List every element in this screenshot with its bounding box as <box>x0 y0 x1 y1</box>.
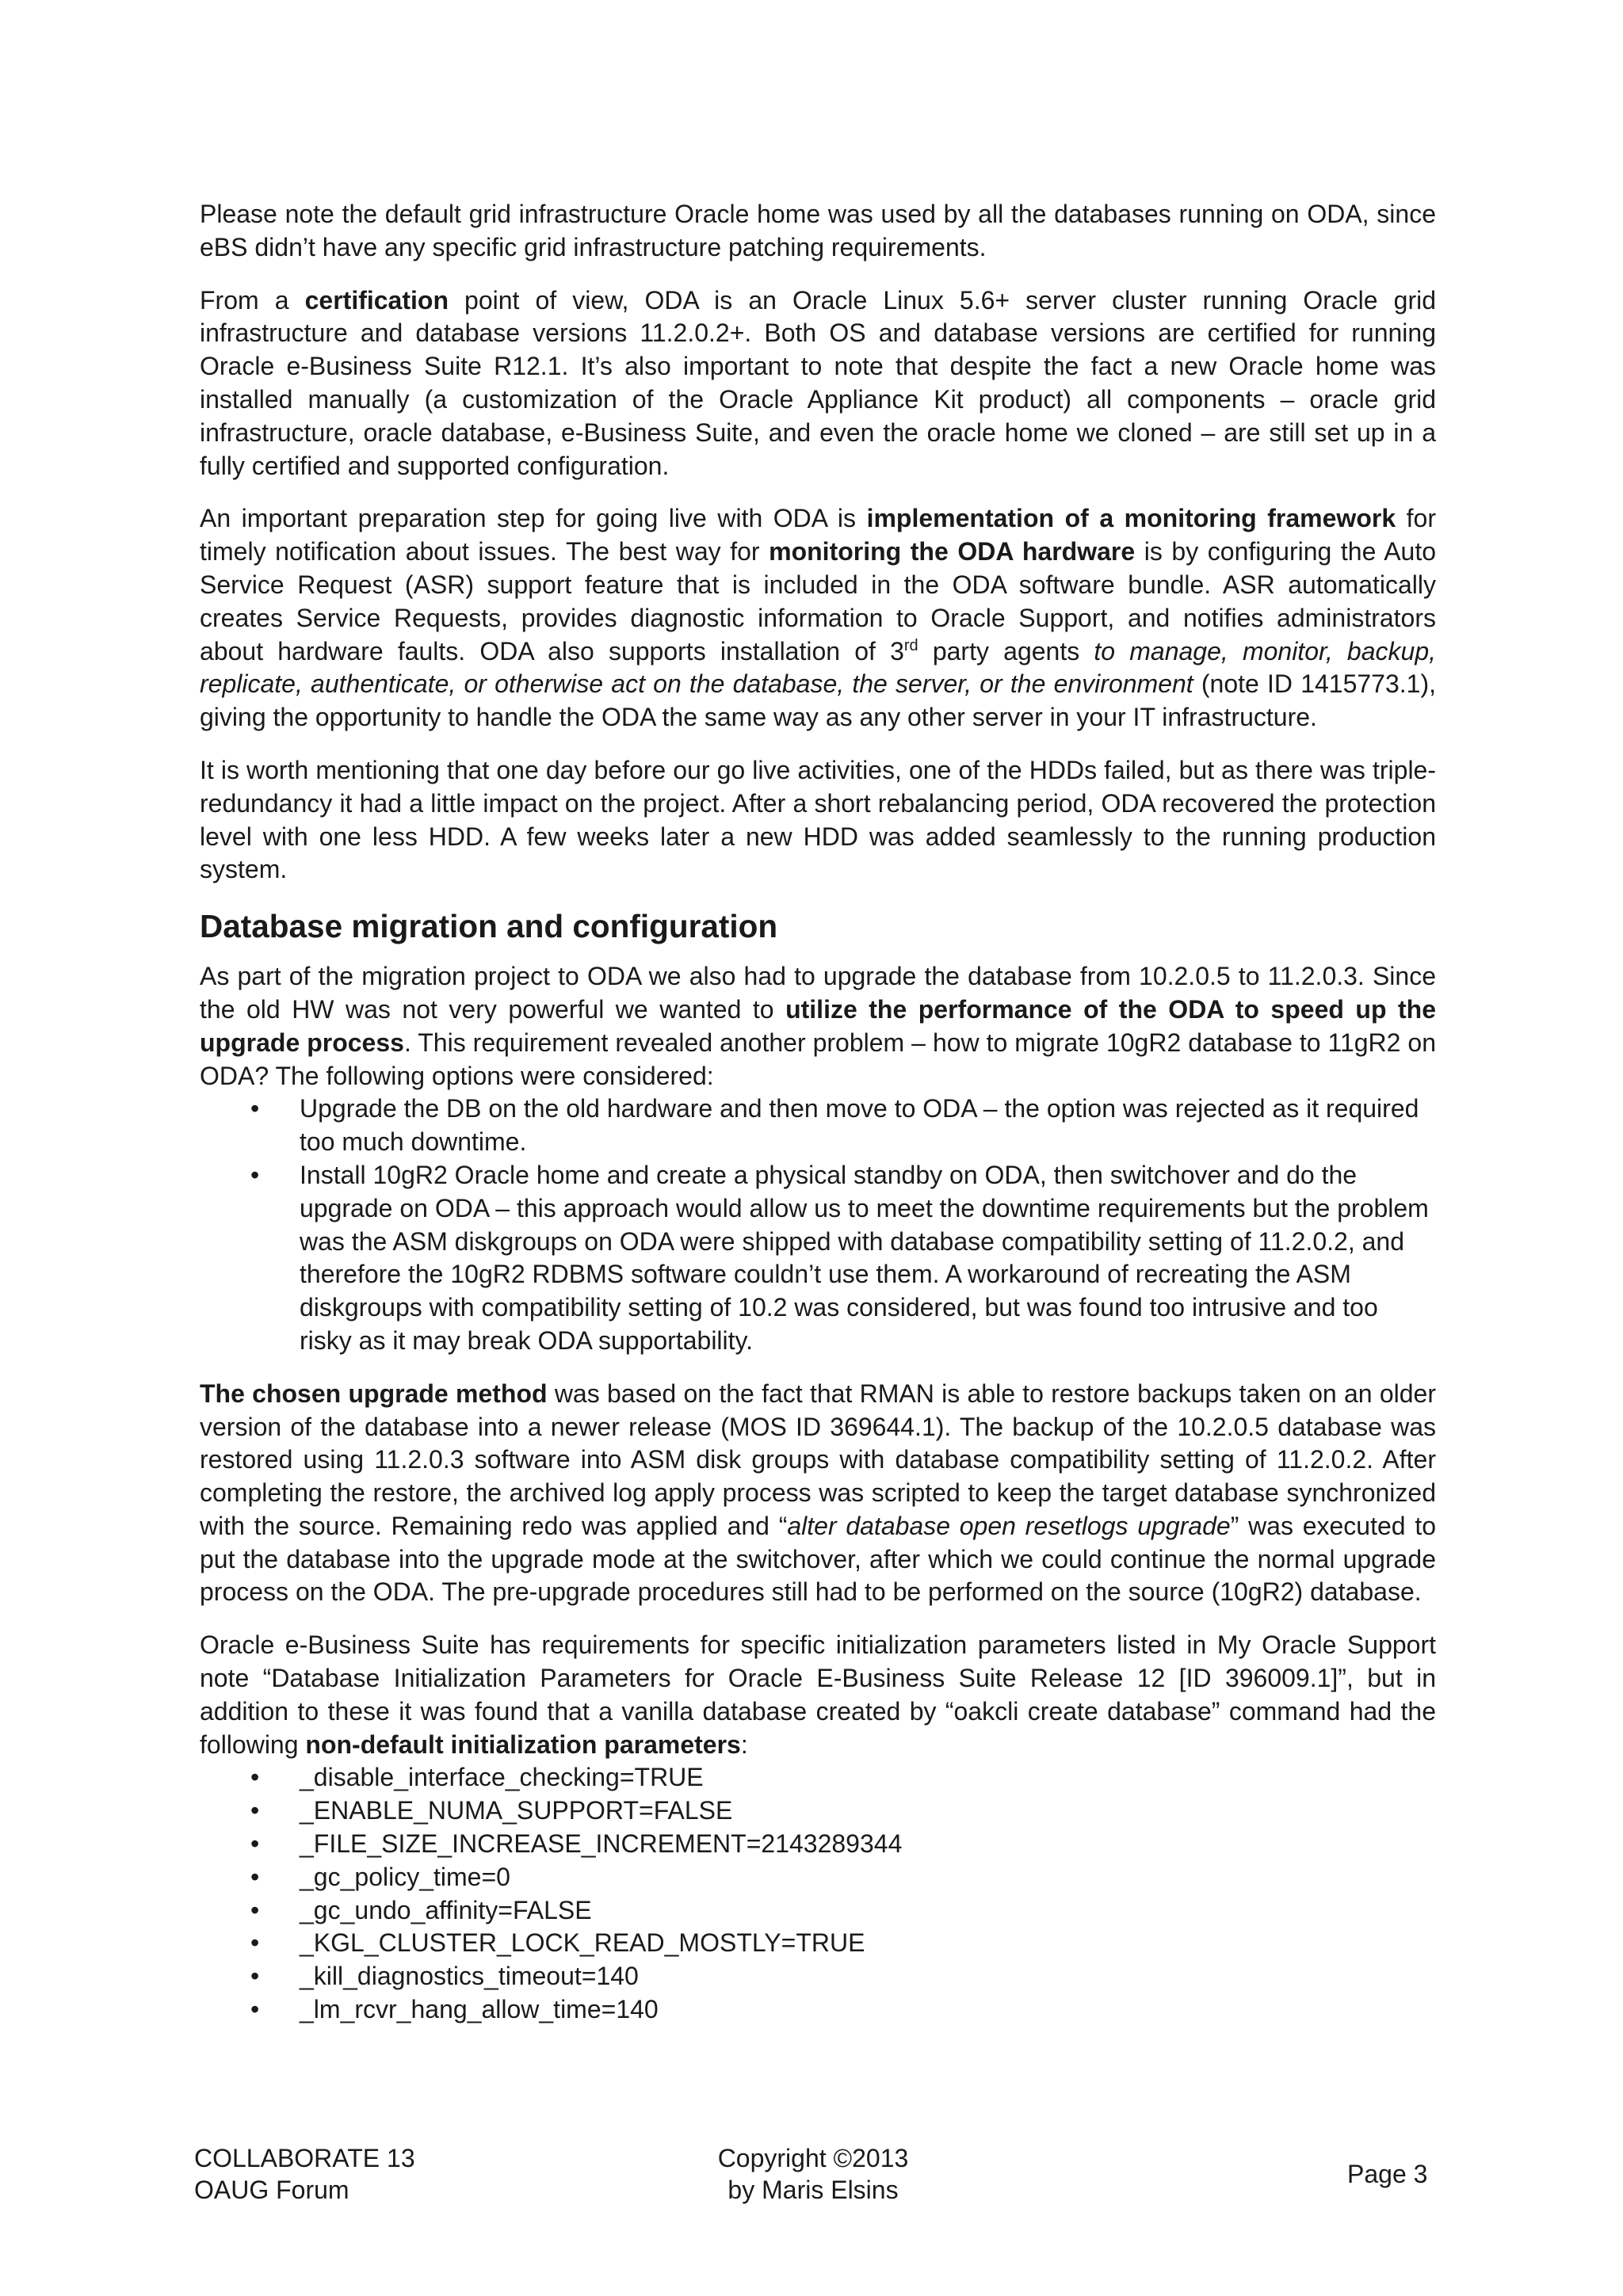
paragraph-init-params <box>200 1629 1436 1761</box>
paragraph-migration <box>200 960 1436 1093</box>
bullet-icon: • <box>250 1928 260 1958</box>
bold-non-default-params: non-default initialization parameters <box>305 1730 741 1759</box>
superscript-rd: rd <box>903 636 918 654</box>
list-item-text: _KGL_CLUSTER_LOCK_READ_MOSTLY=TRUE <box>300 1928 865 1958</box>
text: ” was executed to put the database into the upgrade mode at the switchover, after which we could continue the normal upgrade process on the ODA. The pre-upgrade procedures still had to be performed on the source (10gR2) database. <box>200 1511 1437 1607</box>
bullet-icon: • <box>250 1995 260 2024</box>
paragraph-grid-home: Please note the default grid infrastructure Oracle home was used by all the databases running on ODA, since eBS didn’t have any specific grid infrastructure patching requirements. <box>200 200 1436 261</box>
paragraph-hdd-failure: It is worth mentioning that one day before our go live activities, one of the HDDs failed, but as there was triple-redundancy it had a little impact on the project. After a short rebalancing period, ODA recovered the protection level with one less HDD. A few weeks later a new HDD was added seamlessly to the running production system. <box>200 755 1436 884</box>
list-item <box>200 1093 1436 1159</box>
list-item <box>200 1828 1436 1861</box>
text: for timely notification about issues. The best way for <box>200 504 1437 566</box>
bullet-icon: • <box>250 1796 260 1825</box>
bold-certification: certification <box>304 285 449 315</box>
footer-author-line: by Maris Elsins <box>727 2176 899 2204</box>
bullet-icon: • <box>250 1895 260 1924</box>
params-list <box>200 1761 1436 2026</box>
bullet-icon: • <box>250 1829 260 1859</box>
list-item-text: Install 10gR2 Oracle home and create a physical standby on ODA, then switchover and do the upgrade on ODA – this approach would allow us to meet the downtime requirements but the problem was the ASM diskgroups on ODA were shipped with database compatibility setting of 11.2.0.2, and therefore the 10gR2 RDBMS software couldn’t use them. A workaround of recreating the ASM diskgroups with compatibility setting of 10.2 was considered, but was found too intrusive and too risky as it may break ODA supportability. <box>300 1160 1429 1355</box>
list-item <box>200 1993 1436 2027</box>
list-item-text: _kill_diagnostics_timeout=140 <box>300 1962 639 1991</box>
section-heading: Database migration and configuration <box>200 908 778 945</box>
list-item <box>200 1927 1436 1960</box>
footer-conference-name: COLLABORATE 13 <box>194 2144 415 2172</box>
bullet-icon: • <box>250 1862 260 1891</box>
paragraph-upgrade-method <box>200 1378 1436 1610</box>
list-item-text: _gc_undo_affinity=FALSE <box>300 1895 592 1924</box>
paragraph-monitoring <box>200 502 1436 734</box>
text: was based on the fact that RMAN is able to restore backups taken on an older version of the database into a newer release (MOS ID 369644.1). The backup of the 10.2.0.5 database was restored using 11.2.0.3 software into ASM disk groups with database compatibility setting of 11.2.0.2. After completing the restore, the archived log apply process was scripted to keep the target database synchronized with the source. Remaining redo was applied and “ <box>200 1379 1437 1540</box>
paragraph-certification <box>200 284 1436 483</box>
text: party agents <box>918 636 1094 666</box>
footer-copyright-line: Copyright ©2013 <box>717 2144 909 2172</box>
text: An important preparation step for going live with ODA is <box>200 504 867 533</box>
text: Oracle e-Business Suite has requirements for specific initialization parameters listed in My Oracle Support note “Database Initialization Parameters for Oracle E-Business Suite Release 12 [ID 396009.1]”, but in addition to these it was found that a vanilla database created by “oakcli create database” command had the following <box>200 1630 1436 1759</box>
footer-forum-name: OAUG Forum <box>194 2176 349 2204</box>
list-item-text: _FILE_SIZE_INCREASE_INCREMENT=2143289344 <box>300 1829 903 1859</box>
footer-conference <box>194 2142 415 2206</box>
list-item-text: _gc_policy_time=0 <box>300 1862 510 1891</box>
list-item-text: Upgrade the DB on the old hardware and then move to ODA – the option was rejected as it required too much downtime. <box>300 1094 1419 1157</box>
text: point of view, ODA is an Oracle Linux 5.6+ server cluster running Oracle grid infrastructure and database versions 11.2.0.2+. Both OS and database versions are certified for running Oracle e-Business Suite R12.1. It’s also important to note that despite the fact a new Oracle home was installed manually (a customization of the Oracle Appliance Kit product) all components – oracle grid infrastructure, oracle database, e-Business Suite, and even the oracle home we cloned – are still set up in a fully certified and supported configuration. <box>200 285 1437 480</box>
bold-utilize-performance: utilize the performance of the ODA to speed up the upgrade process <box>200 994 1436 1057</box>
page-number <box>1347 2158 1427 2190</box>
footer-copyright <box>710 2142 916 2206</box>
bullet-icon: • <box>250 1094 260 1123</box>
list-item <box>200 1159 1436 1358</box>
bullet-icon: • <box>250 1160 260 1189</box>
list-item <box>200 1960 1436 1993</box>
bullet-icon: • <box>250 1763 260 1792</box>
list-item-text: _ENABLE_NUMA_SUPPORT=FALSE <box>300 1796 733 1825</box>
list-item <box>200 1861 1436 1894</box>
text: : <box>740 1730 748 1759</box>
text: is by configuring the Auto Service Request (ASR) support feature that is included in the ODA software bundle. ASR automatically creates Service Requests, provides diagnostic information to Oracle Support, and notifies administrators about hardware faults. ODA also supports installation of 3 <box>200 537 1437 666</box>
list-item-text: _disable_interface_checking=TRUE <box>300 1763 704 1792</box>
bold-chosen-method: The chosen upgrade method <box>200 1379 548 1408</box>
bold-monitoring-framework: implementation of a monitoring framework <box>866 504 1396 533</box>
page-content <box>200 198 1436 2046</box>
page-number-text: Page 3 <box>1347 2160 1428 2188</box>
bullet-icon: • <box>250 1962 260 1991</box>
text: (note ID 1415773.1), giving the opportunity to handle the ODA the same way as any other server in your IT infrastructure. <box>200 669 1437 732</box>
list-item <box>200 1761 1436 1794</box>
list-item-text: _lm_rcvr_hang_allow_time=140 <box>300 1995 659 2024</box>
bold-monitoring-hardware: monitoring the ODA hardware <box>769 537 1136 566</box>
text: As part of the migration project to ODA we also had to upgrade the database from 10.2.0.5 to 11.2.0.3. Since the old HW was not very powerful we wanted to <box>200 962 1436 1024</box>
text: . This requirement revealed another problem – how to migrate 10gR2 database to 11gR2 on ODA? The following options were considered: <box>200 1028 1437 1090</box>
italic-command: alter database open resetlogs upgrade <box>787 1511 1231 1540</box>
options-list <box>200 1093 1436 1357</box>
list-item <box>200 1794 1436 1828</box>
list-item <box>200 1894 1436 1928</box>
italic-quote: to manage, monitor, backup, replicate, authenticate, or otherwise act on the database, the server, or the environment <box>200 636 1437 699</box>
text: From a <box>200 285 305 315</box>
